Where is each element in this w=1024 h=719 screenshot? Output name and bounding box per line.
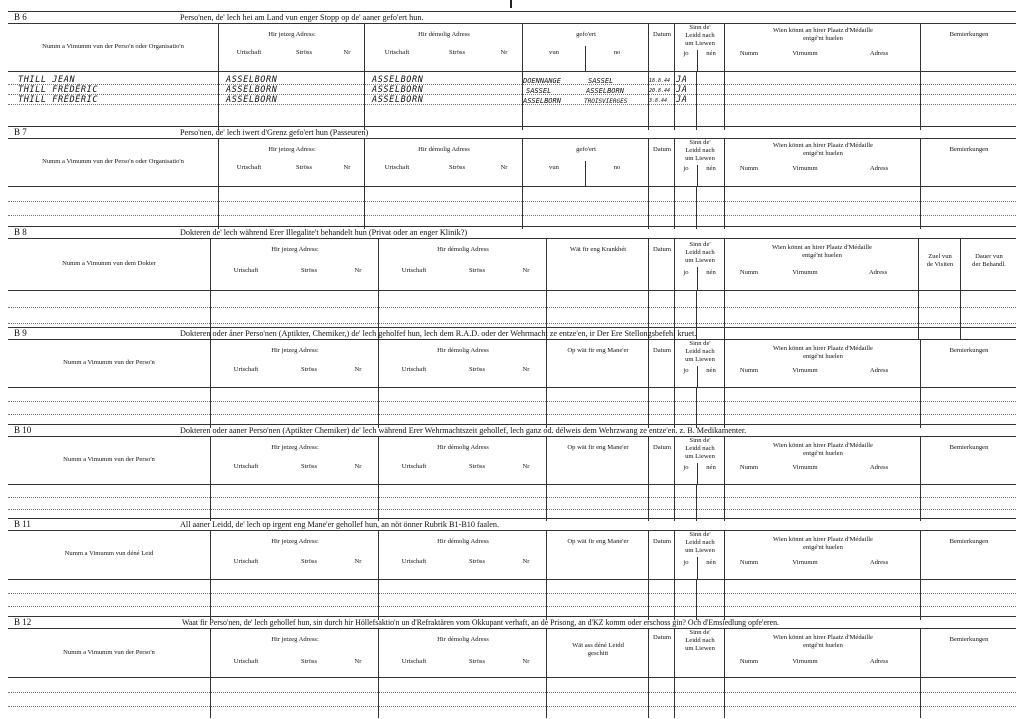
yes-label: jo bbox=[683, 269, 689, 276]
locality-label: Urtschaft bbox=[233, 267, 259, 274]
visit-count-header-1: Zuel vun bbox=[928, 253, 952, 260]
section-b7 bbox=[8, 126, 1016, 229]
former-address-header: Hir démolig Adress bbox=[437, 636, 489, 643]
no-label: nén bbox=[706, 464, 716, 471]
handwritten-date: 18.8.44 bbox=[649, 78, 671, 84]
table-header bbox=[8, 339, 1016, 388]
alive-header-2: Leidd nach bbox=[685, 445, 715, 452]
current-address-header: Hir jetzeg Adress: bbox=[268, 31, 316, 38]
number-label: Nr bbox=[354, 366, 362, 373]
handwritten-from: ASSELBORN bbox=[523, 97, 561, 105]
first-name-label: Virnumm bbox=[792, 50, 818, 57]
section-b6 bbox=[8, 11, 1016, 130]
street-label: Ströss bbox=[300, 267, 318, 274]
remarks-header: Bemierkungen bbox=[949, 146, 989, 153]
method-header: Op wät fir eng Mane'er bbox=[567, 444, 629, 451]
first-name-label: Virnumm bbox=[792, 559, 818, 566]
date-header: Datum bbox=[653, 347, 671, 354]
medal-header-1: Wien könnt an hirer Plaatz d'Médaille bbox=[773, 345, 873, 352]
section-b10 bbox=[8, 424, 1016, 521]
medal-header-2: entgé'nt huelen bbox=[803, 35, 843, 42]
no-label: nén bbox=[706, 269, 716, 276]
handwritten-to: SASSEL bbox=[588, 77, 614, 85]
locality-label: Urtschaft bbox=[384, 164, 410, 171]
number-label: Nr bbox=[522, 267, 530, 274]
number-label: Nr bbox=[343, 164, 351, 171]
former-address-header: Hir démolig Adress bbox=[418, 31, 470, 38]
section-code: B 6 bbox=[14, 12, 27, 22]
number-label: Nr bbox=[500, 49, 508, 56]
date-header: Datum bbox=[653, 444, 671, 451]
number-label: Nr bbox=[354, 558, 362, 565]
section-title: Perso'nen, de' lech hei am Land vun enger Stopp op de' aaner gefo'ert hun. bbox=[180, 13, 424, 22]
medal-header-2: entgé'nt huelen bbox=[803, 450, 843, 457]
current-address-header: Hir jetzeg Adress: bbox=[271, 538, 319, 545]
handwritten-name: THILL FRÉDÉRIC bbox=[18, 85, 99, 95]
number-label: Nr bbox=[500, 164, 508, 171]
section-b11 bbox=[8, 518, 1016, 620]
medal-header-2: entgé'nt huelen bbox=[803, 544, 843, 551]
table-header bbox=[8, 138, 1016, 187]
former-address-header: Hir démolig Adress bbox=[437, 444, 489, 451]
street-label: Ströss bbox=[468, 558, 486, 565]
former-address-header: Hir démolig Adress bbox=[418, 146, 470, 153]
first-name-label: Virnumm bbox=[792, 269, 818, 276]
street-label: Ströss bbox=[468, 463, 486, 470]
duration-header-1: Dauer vun bbox=[975, 253, 1003, 260]
date-header: Datum bbox=[653, 146, 671, 153]
handwritten-current-address: ASSELBORN bbox=[226, 85, 278, 95]
handwritten-to: TROISVIERGES bbox=[584, 98, 628, 105]
locality-label: Urtschaft bbox=[401, 658, 427, 665]
number-label: Nr bbox=[522, 366, 530, 373]
number-label: Nr bbox=[354, 463, 362, 470]
handwritten-former-address: ASSELBORN bbox=[372, 95, 424, 105]
table-header bbox=[8, 23, 1016, 72]
table-header bbox=[8, 628, 1016, 678]
remarks-header: Bemierkungen bbox=[949, 636, 989, 643]
locality-label: Urtschaft bbox=[233, 658, 259, 665]
name-header: Numm a Vimumm vun der Perso'n bbox=[63, 456, 155, 463]
former-address-header: Hir démolig Adress bbox=[437, 347, 489, 354]
name-header: Numm a Vimumm vun der Perso'n bbox=[63, 359, 155, 366]
address-label: Adress bbox=[869, 50, 889, 57]
former-address-header: Hir démolig Adress bbox=[437, 538, 489, 545]
address-label: Adress bbox=[868, 269, 888, 276]
alive-header-1: Sinn de' bbox=[689, 531, 711, 538]
table-body bbox=[8, 678, 1016, 718]
section-title: Dokteren oder åner Perso'nen (Aptikter, Chemiker,) de' lech geholfef hun, lech dem R.A.D. oder der Wehrmacht ze entze'en, ir Der Ere Stellongsbefehl kruet. bbox=[180, 329, 697, 338]
section-title: Waat fir Perso'nen, de' lech gehollef hun, sin durch hir Höllefsaktio'n un d'Refraktären vom Okkupant verhaft, an de Prisong, an d'KZ komm oder erschoss gin? Och d'Emsiedlung opfe'eren. bbox=[182, 618, 780, 627]
alive-header-1: Sinn de' bbox=[689, 437, 711, 444]
alive-header-2: Leidd nach bbox=[685, 249, 715, 256]
section-title-bar bbox=[8, 126, 1016, 138]
section-code: B 7 bbox=[14, 127, 27, 137]
medal-header-1: Wien könnt an hirer Plaatz d'Médaille bbox=[773, 634, 873, 641]
table-body bbox=[8, 187, 1016, 229]
current-address-header: Hir jetzeg Adress: bbox=[271, 246, 319, 253]
method-header: Op wät fir eng Mane'er bbox=[567, 347, 629, 354]
section-title-bar bbox=[8, 616, 1016, 628]
name-label: Numm bbox=[739, 165, 759, 172]
first-name-label: Virnumm bbox=[792, 658, 818, 665]
section-title: Dokteren oder aaner Perso'nen (Aptikter Chemiker) de' lech während Erer Wehrmachtszeit gehollef, lech ganz od. délweis dem Wehrzwang ze entze'en. z. B. Medikamenter. bbox=[180, 426, 747, 435]
alive-header-3: um Liewen bbox=[685, 547, 715, 554]
number-label: Nr bbox=[354, 267, 362, 274]
section-b8 bbox=[8, 226, 1016, 339]
no-label: nén bbox=[706, 165, 716, 172]
current-address-header: Hir jetzeg Adress: bbox=[271, 347, 319, 354]
handwritten-from: DOENNANGE bbox=[523, 77, 561, 85]
alive-header-2: Leidd nach bbox=[685, 32, 715, 39]
table-header bbox=[8, 436, 1016, 485]
section-b9 bbox=[8, 327, 1016, 428]
name-header: Numm a Vimumm vun der Perso'n oder Organisatio'n bbox=[42, 158, 184, 165]
section-b12 bbox=[8, 616, 1016, 718]
street-label: Ströss bbox=[448, 164, 466, 171]
locality-label: Urtschaft bbox=[236, 164, 262, 171]
street-label: Ströss bbox=[295, 49, 313, 56]
address-label: Adress bbox=[869, 658, 889, 665]
section-title: Dokteren de' lech während Erer Illegalite't behandelt hun (Privat oder an enger Klinik?) bbox=[180, 228, 468, 237]
handwritten-date: 20.8.44 bbox=[649, 88, 671, 94]
name-header: Numm a Vimumm vun dem Dokter bbox=[62, 260, 156, 267]
name-label: Numm bbox=[739, 367, 759, 374]
street-label: Ströss bbox=[300, 463, 318, 470]
alive-header-2: Leidd nach bbox=[685, 147, 715, 154]
handwritten-current-address: ASSELBORN bbox=[226, 75, 278, 85]
locality-label: Urtschaft bbox=[384, 49, 410, 56]
current-address-header: Hir jetzeg Adress: bbox=[271, 636, 319, 643]
medal-header-1: Wien könnt an hirer Plaatz d'Médaille bbox=[773, 442, 873, 449]
table-body bbox=[8, 388, 1016, 428]
alive-header-1: Sinn de' bbox=[689, 629, 711, 636]
street-label: Ströss bbox=[300, 658, 318, 665]
name-label: Numm bbox=[739, 50, 759, 57]
table-header bbox=[8, 238, 1016, 291]
medal-header-2: entgé'nt huelen bbox=[803, 150, 843, 157]
handwritten-name: THILL FRÉDÉRIC bbox=[18, 95, 99, 105]
number-label: Nr bbox=[343, 49, 351, 56]
locality-label: Urtschaft bbox=[401, 366, 427, 373]
name-header: Numm a Vimumm vun der Perso'n oder Organisatio'n bbox=[42, 43, 184, 50]
medal-header-1: Wien könnt an hirer Plaatz d'Médaille bbox=[773, 27, 873, 34]
address-label: Adress bbox=[869, 165, 889, 172]
street-label: Ströss bbox=[468, 267, 486, 274]
table-body bbox=[8, 485, 1016, 521]
illness-header: Wät fir eng Krankhét bbox=[569, 246, 627, 253]
medal-header-2: entgé'nt huelen bbox=[802, 252, 842, 259]
street-label: Ströss bbox=[448, 49, 466, 56]
section-title-bar bbox=[8, 424, 1016, 436]
alive-header-3: um Liewen bbox=[685, 453, 715, 460]
locality-label: Urtschaft bbox=[233, 366, 259, 373]
street-label: Ströss bbox=[295, 164, 313, 171]
alive-header-3: um Liewen bbox=[685, 155, 715, 162]
yes-label: jo bbox=[683, 367, 689, 374]
to-label: no bbox=[613, 49, 621, 56]
suffering-header-1: Wät ass déné Leidd bbox=[572, 642, 624, 649]
visit-count-header-2: de Visiten bbox=[926, 261, 954, 268]
section-title-bar bbox=[8, 226, 1016, 238]
date-header: Datum bbox=[653, 538, 671, 545]
name-label: Numm bbox=[739, 464, 759, 471]
alive-header-2: Leidd nach bbox=[685, 637, 715, 644]
first-name-label: Virnumm bbox=[792, 165, 818, 172]
table-header bbox=[8, 530, 1016, 580]
alive-header-3: um Liewen bbox=[685, 40, 715, 47]
date-header: Datum bbox=[653, 31, 671, 38]
number-label: Nr bbox=[522, 558, 530, 565]
first-name-label: Virnumm bbox=[792, 464, 818, 471]
first-name-label: Virnumm bbox=[792, 367, 818, 374]
transported-header: gefo'ert bbox=[576, 31, 596, 38]
top-fold-mark bbox=[510, 0, 512, 8]
alive-header-2: Leidd nach bbox=[685, 539, 715, 546]
table-body bbox=[8, 72, 1016, 130]
medal-header-2: entgé'nt huelen bbox=[803, 353, 843, 360]
alive-header-1: Sinn de' bbox=[689, 139, 711, 146]
address-label: Adress bbox=[869, 464, 889, 471]
section-code: B 12 bbox=[14, 617, 32, 627]
date-header: Datum bbox=[653, 246, 671, 253]
remarks-header: Bemierkungen bbox=[949, 31, 989, 38]
handwritten-current-address: ASSELBORN bbox=[226, 95, 278, 105]
from-label: vun bbox=[549, 49, 559, 56]
medal-header-2: entgé'nt huelen bbox=[803, 642, 843, 649]
handwritten-former-address: ASSELBORN bbox=[372, 75, 424, 85]
handwritten-to: ASSELBORN bbox=[586, 87, 624, 95]
handwritten-name: THILL JEAN bbox=[18, 75, 76, 85]
locality-label: Urtschaft bbox=[233, 463, 259, 470]
section-title-bar bbox=[8, 518, 1016, 530]
alive-header-3: um Liewen bbox=[685, 356, 715, 363]
alive-header-1: Sinn de' bbox=[689, 340, 711, 347]
address-label: Adress bbox=[869, 559, 889, 566]
street-label: Ströss bbox=[468, 366, 486, 373]
number-label: Nr bbox=[354, 658, 362, 665]
former-address-header: Hir démolig Adress bbox=[437, 246, 489, 253]
alive-header-3: um Liewen bbox=[685, 645, 715, 652]
medal-header-1: Wien könnt an hirer Plaatz d'Médaille bbox=[772, 244, 872, 251]
street-label: Ströss bbox=[468, 658, 486, 665]
alive-header-2: Leidd nach bbox=[685, 348, 715, 355]
yes-label: jo bbox=[683, 464, 689, 471]
locality-label: Urtschaft bbox=[401, 267, 427, 274]
table-body bbox=[8, 580, 1016, 620]
handwritten-alive: JA bbox=[676, 75, 688, 85]
section-title: All aaner Leidd, de' lech op irgent eng Mane'er gehollef hun, an nöt önner Rubrik B1-B10 faalen. bbox=[180, 520, 500, 529]
suffering-header-2: geschitt bbox=[587, 650, 609, 657]
handwritten-alive: JA bbox=[676, 95, 688, 105]
address-label: Adress bbox=[869, 367, 889, 374]
locality-label: Urtschaft bbox=[401, 463, 427, 470]
medal-header-1: Wien könnt an hirer Plaatz d'Médaille bbox=[773, 142, 873, 149]
medal-header-1: Wien könnt an hirer Plaatz d'Médaille bbox=[773, 536, 873, 543]
name-label: Numm bbox=[739, 658, 759, 665]
yes-label: jo bbox=[683, 165, 689, 172]
remarks-header: Bemierkungen bbox=[949, 538, 989, 545]
handwritten-date: 3.8.44 bbox=[649, 98, 668, 104]
remarks-header: Bemierkungen bbox=[949, 347, 989, 354]
handwritten-alive: JA bbox=[676, 85, 688, 95]
current-address-header: Hir jetzeg Adress: bbox=[271, 444, 319, 451]
section-title: Perso'nen, de' lech iwert d'Grenz gefo'ert hun (Passeuren) bbox=[180, 128, 369, 137]
no-label: nén bbox=[706, 559, 716, 566]
no-label: nén bbox=[706, 50, 716, 57]
section-code: B 9 bbox=[14, 328, 27, 338]
alive-header-1: Sinn de' bbox=[689, 24, 711, 31]
name-label: Numm bbox=[739, 269, 759, 276]
number-label: Nr bbox=[522, 658, 530, 665]
name-label: Numm bbox=[739, 559, 759, 566]
name-header: Numm a Vimumm vun der Perso'n bbox=[63, 649, 155, 656]
handwritten-from: SASSEL bbox=[526, 87, 552, 95]
section-code: B 8 bbox=[14, 227, 27, 237]
yes-label: jo bbox=[683, 50, 689, 57]
alive-header-3: um Liewen bbox=[685, 257, 715, 264]
alive-header-1: Sinn de' bbox=[689, 241, 711, 248]
duration-header-2: der Behandl. bbox=[972, 261, 1006, 268]
no-label: nén bbox=[706, 367, 716, 374]
transported-header: gefo'ert bbox=[576, 146, 596, 153]
street-label: Ströss bbox=[300, 366, 318, 373]
section-title-bar bbox=[8, 11, 1016, 23]
to-label: no bbox=[613, 164, 621, 171]
section-code: B 10 bbox=[14, 425, 32, 435]
locality-label: Urtschaft bbox=[233, 558, 259, 565]
date-header: Datum bbox=[653, 634, 671, 641]
yes-label: jo bbox=[683, 559, 689, 566]
section-code: B 11 bbox=[14, 519, 31, 529]
name-header: Numm a Vimumm vun déné Leid bbox=[64, 550, 154, 557]
number-label: Nr bbox=[522, 463, 530, 470]
section-title-bar bbox=[8, 327, 1016, 339]
remarks-header: Bemierkungen bbox=[949, 444, 989, 451]
street-label: Ströss bbox=[300, 558, 318, 565]
method-header: Op wät fir eng Mane'er bbox=[567, 538, 629, 545]
locality-label: Urtschaft bbox=[236, 49, 262, 56]
current-address-header: Hir jetzeg Adress: bbox=[268, 146, 316, 153]
locality-label: Urtschaft bbox=[401, 558, 427, 565]
from-label: vun bbox=[549, 164, 559, 171]
handwritten-former-address: ASSELBORN bbox=[372, 85, 424, 95]
